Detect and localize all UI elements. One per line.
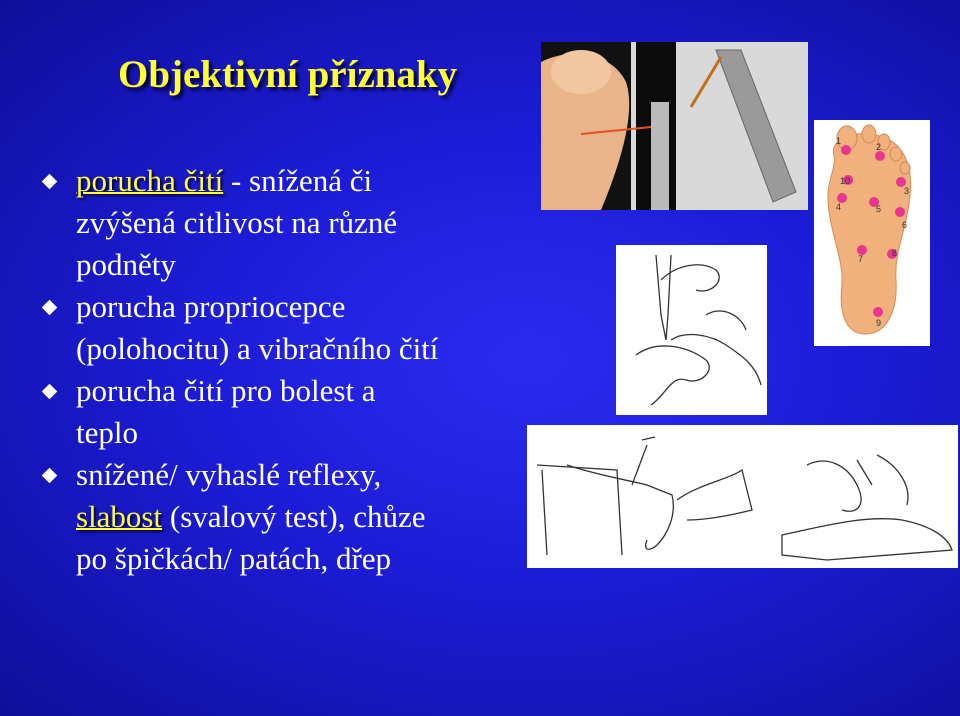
slide-title: Objektivní příznaky xyxy=(118,53,458,96)
test-point-number: 4 xyxy=(836,202,842,212)
foot-sensation-map xyxy=(814,120,930,346)
test-point-number: 5 xyxy=(876,204,882,214)
sensation-test-point xyxy=(873,307,883,317)
test-point-number: 10 xyxy=(840,176,851,186)
monofilament-photo xyxy=(541,42,808,210)
sensation-test-point xyxy=(841,145,851,155)
diamond-bullet-icon xyxy=(42,384,58,400)
bullet-text: po špičkách/ patách, dřep xyxy=(76,541,392,576)
test-point-number: 7 xyxy=(858,254,864,264)
bullet-text: podněty xyxy=(76,247,176,282)
tuning-fork-drawing xyxy=(616,245,767,415)
bullet-item xyxy=(40,160,540,286)
bullet-item xyxy=(40,286,540,370)
bullet-text: porucha čití pro bolest a xyxy=(76,373,376,408)
test-point-number: 6 xyxy=(902,220,908,230)
bullet-text: (svalový test), chůze xyxy=(162,499,426,534)
bullet-text: zvýšená citlivost na různé xyxy=(76,205,398,240)
test-point-number: 2 xyxy=(876,142,882,152)
test-point-number: 9 xyxy=(876,318,882,328)
test-point-number: 3 xyxy=(904,186,910,196)
bullet-text: teplo xyxy=(76,415,138,450)
sensation-test-point xyxy=(875,151,885,161)
highlighted-term: porucha čití xyxy=(76,163,224,198)
diamond-bullet-icon xyxy=(42,300,58,316)
diamond-bullet-icon xyxy=(42,174,58,190)
test-point-number: 1 xyxy=(836,136,842,146)
test-point-number: 8 xyxy=(892,248,898,258)
bullet-item xyxy=(40,370,540,454)
bullet-list xyxy=(40,160,540,580)
reflex-exam-drawing xyxy=(527,425,958,568)
sensation-test-point xyxy=(895,207,905,217)
bullet-text: snížené/ vyhaslé reflexy, xyxy=(76,457,382,492)
diamond-bullet-icon xyxy=(42,468,58,484)
bullet-item xyxy=(40,454,540,580)
highlighted-term: slabost xyxy=(76,499,163,534)
bullet-text: porucha propriocepce xyxy=(76,289,346,324)
bullet-text: - snížená či xyxy=(223,163,373,198)
bullet-text: (polohocitu) a vibračního čití xyxy=(76,331,439,366)
